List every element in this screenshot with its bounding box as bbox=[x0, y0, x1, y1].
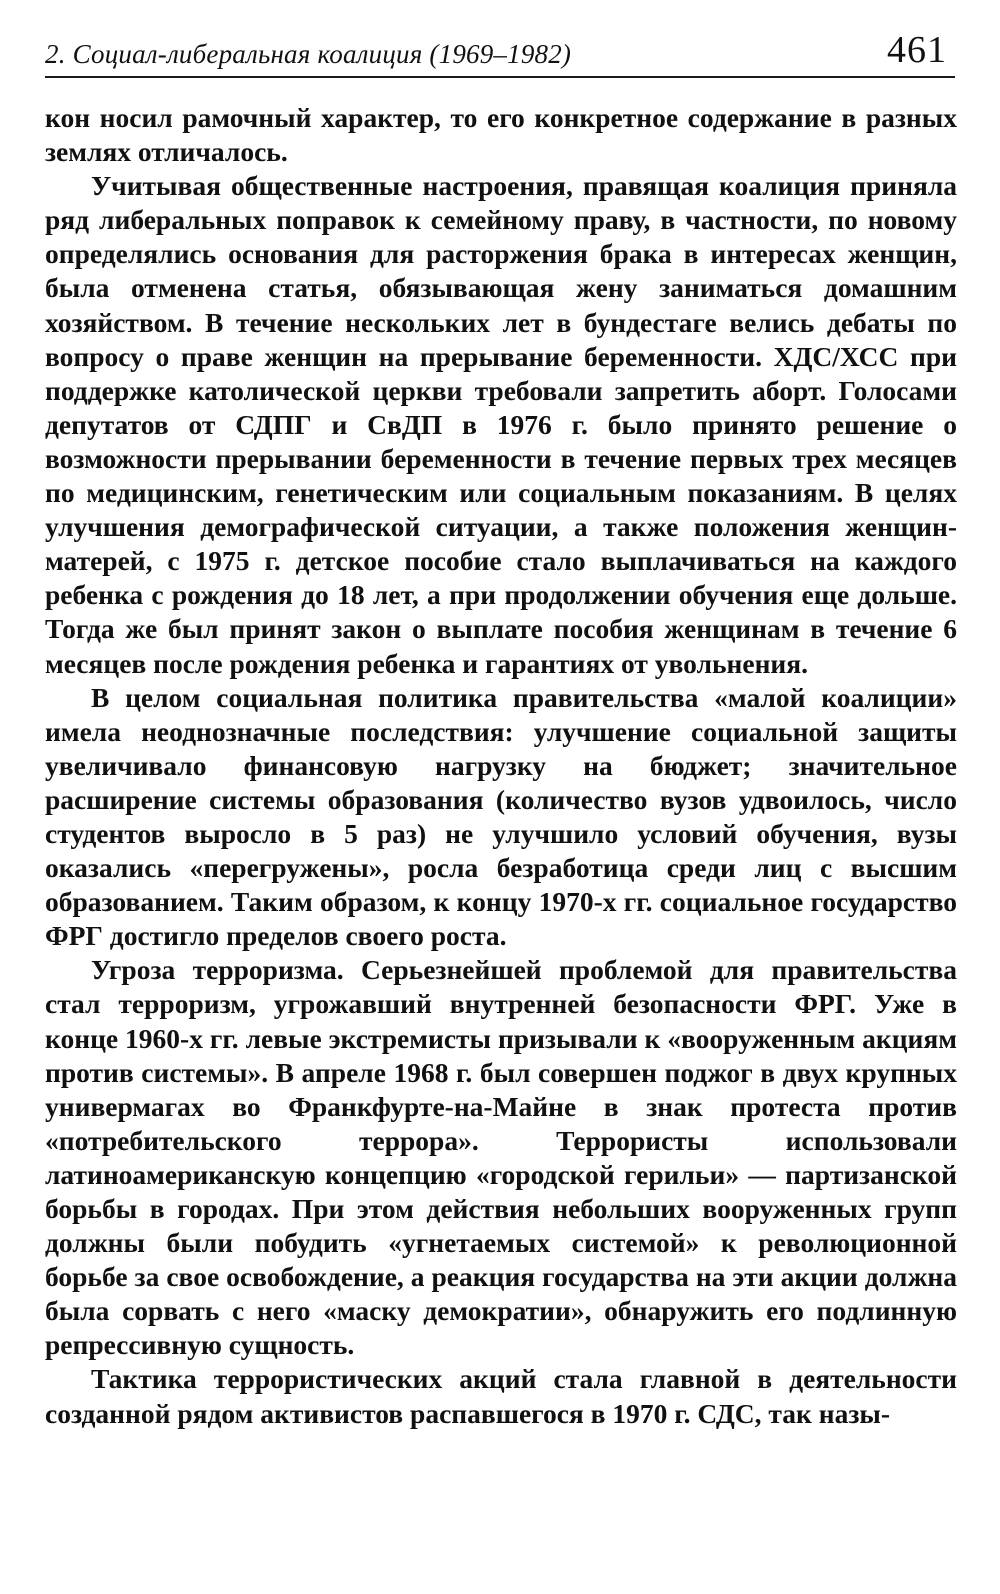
chapter-title: 2. Социал-либеральная коалиция (1969–1982) bbox=[45, 39, 572, 69]
body-text bbox=[45, 101, 957, 1431]
paragraph-2: Учитывая общественные настроения, правящая коалиция приняла ряд либеральных поправок к семейному праву, в частности, по новому определялись основания для расторжения брака в интересах женщин, была отменена статья, обязывающая жену заниматься домашним хозяйством. В течение нескольких лет в бундестаге велись дебаты по вопросу о праве женщин на прерывание беременности. ХДС/ХСС при поддержке католической церкви требовали запретить аборт. Голосами депутатов от СДПГ и СвДП в 1976 г. было принято решение о возможности прерывании беременности в течение первых трех месяцев по медицинским, генетическим или социальным показаниям. В целях улучшения демографической ситуации, а также положения женщин-матерей, с 1975 г. детское пособие стало выплачиваться на каждого ребенка с рождения до 18 лет, а при продолжении обучения еще дольше. Тогда же был принят закон о выплате пособия женщинам в течение 6 месяцев после рождения ребенка и гарантиях от увольнения. bbox=[45, 170, 957, 679]
section-heading: Угроза терроризма. bbox=[91, 954, 344, 986]
running-header bbox=[45, 28, 955, 78]
paragraph-3: В целом социальная политика правительства «малой коалиции» имела неоднозначные последствия: улучшение социальной защиты увеличивало финансовую нагрузку на бюджет; значительное расширение системы образования (количество вузов удвоилось, число студентов выросло в 5 раз) не улучшило условий обучения, вузы оказались «перегружены», росла безработица среди лиц с высшим образованием. Таким образом, к концу 1970-х гг. социальное государство ФРГ достигло пределов своего роста. bbox=[45, 681, 957, 952]
paragraph-4 bbox=[45, 953, 957, 1362]
paragraph-4-text: Серьезнейшей проблемой для правительства стал терроризм, угрожавший внутренней безопасности ФРГ. Уже в конце 1960-х гг. левые экстремисты призывали к «вооруженным акциям против системы». В апреле 1968 г. был совершен поджог в двух крупных универмагах во Франкфурте-на-Майне в знак протеста против «потребительского террора». Террористы использовали латиноамериканскую концепцию «городской герильи» — партизанской борьбы в городах. При этом действия небольших вооруженных групп должны были побудить «угнетаемых системой» к революционной борьбе за свое освобождение, а реакция государства на эти акции должна была сорвать с него «маску демократии», обнаружить его подлинную репрессивную сущность. bbox=[45, 954, 958, 1361]
page-number: 461 bbox=[887, 29, 947, 71]
paragraph-5: Тактика террористических акций стала главной в деятельности созданной рядом активистов распавшегося в 1970 г. СДС, так назы- bbox=[45, 1363, 957, 1429]
paragraph-1: кон носил рамочный характер, то его конкретное содержание в разных землях отличалось. bbox=[45, 102, 957, 168]
